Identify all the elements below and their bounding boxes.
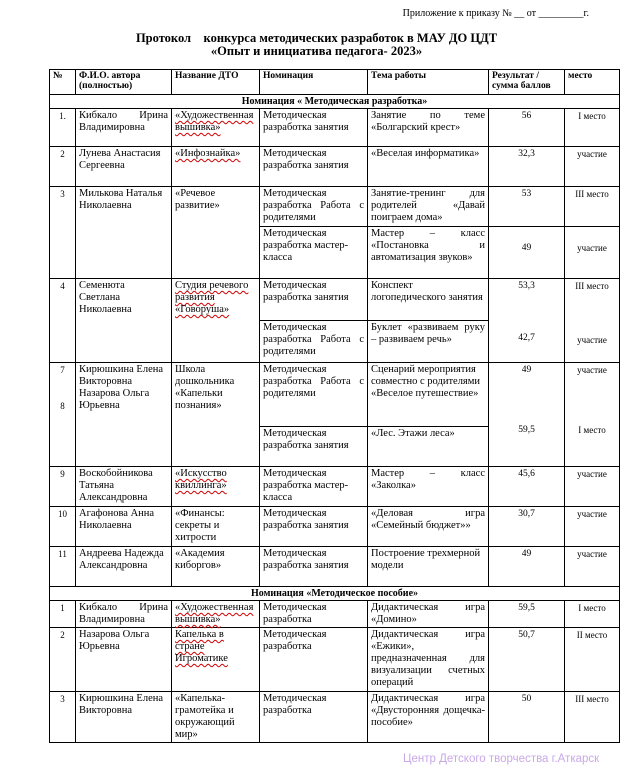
- row-score: [489, 363, 565, 467]
- row-score: 59,5: [489, 601, 565, 628]
- row-dto: «Академия киборгов»: [172, 547, 260, 587]
- row-dto-text: Студия речевого развития «Говоруша»: [175, 280, 249, 315]
- row-place-text: III место: [575, 281, 609, 291]
- row-score: 49: [489, 547, 565, 587]
- row-author: Андреева Надежда Александровна: [76, 547, 172, 587]
- row-dto: [172, 147, 260, 187]
- row-topic: «Лес. Этажи леса»: [368, 427, 489, 467]
- section-title: Номинация «Методическое пособие»: [50, 587, 620, 601]
- header-num: №: [50, 70, 76, 95]
- row-score-text: 42,7: [518, 333, 535, 343]
- protocol-table: [49, 69, 620, 743]
- row-author: Кибкало Ирина Владимировна: [76, 109, 172, 147]
- row-author: Агафонова Анна Николаевна: [76, 507, 172, 547]
- row-num: 11: [50, 547, 76, 587]
- row-nomination: Методическая разработка: [260, 692, 368, 743]
- row-author: Кирюшкина Елена Викторовна Назарова Ольга Юрьевна: [76, 363, 172, 467]
- row-dto: [172, 109, 260, 147]
- row-score: 45,6: [489, 467, 565, 507]
- row-author: Семенюта Светлана Николаевна: [76, 279, 172, 363]
- row-nomination: Методическая разработка занятия: [260, 147, 368, 187]
- row-dto: [172, 279, 260, 363]
- table-row: [50, 507, 620, 547]
- row-nomination: Методическая разработка: [260, 628, 368, 692]
- row-place: [565, 363, 620, 467]
- row-nomination: Методическая разработка мастер-класса: [260, 467, 368, 507]
- table-row: [50, 363, 620, 427]
- row-topic: Дидактическая игра «Двусторонняя дощечка-пособие»: [368, 692, 489, 743]
- section-row-methodical-development: [50, 95, 620, 109]
- row-dto-text: «Искусство квиллинга»: [175, 468, 227, 491]
- row-author: Милькова Наталья Николаевна: [76, 187, 172, 279]
- row-topic: Мастер – класс «Постановка и автоматизация звуков»: [368, 227, 489, 279]
- row-dto-text: «Художественная вышивка»: [175, 110, 254, 133]
- table-row: [50, 279, 620, 321]
- row-score: 53: [489, 187, 565, 227]
- row-dto: Школа дошкольника «Капельки познания»: [172, 363, 260, 467]
- header-author: Ф.И.О. автора (полностью): [76, 70, 172, 95]
- row-nomination: Методическая разработка занятия: [260, 507, 368, 547]
- row-score: [489, 227, 565, 279]
- row-num: 4: [50, 279, 76, 363]
- row-topic: Сценарий мероприятия совместно с родителями «Веселое путешествие»: [368, 363, 489, 427]
- row-author: Воскобойникова Татьяна Александровна: [76, 467, 172, 507]
- row-place: III место: [565, 692, 620, 743]
- table-row: [50, 147, 620, 187]
- row-dto: «Речевое развитие»: [172, 187, 260, 279]
- row-place: [565, 279, 620, 363]
- row-author: Кибкало Ирина Владимировна: [76, 601, 172, 628]
- row-topic: Занятие-тренинг для родителей «Давай поиграем дома»: [368, 187, 489, 227]
- row-score-text: 59,5: [518, 425, 535, 435]
- row-dto-text: «Инфознайка»: [175, 148, 241, 159]
- table-row: [50, 601, 620, 628]
- row-dto: [172, 601, 260, 628]
- header-place: место: [565, 70, 620, 95]
- row-place: участие: [565, 147, 620, 187]
- row-nomination: Методическая разработка занятия: [260, 547, 368, 587]
- table-row: [50, 628, 620, 692]
- watermark-text: Центр Детского творчества г.Аткарск: [403, 753, 600, 765]
- row-num-text: 7: [60, 365, 65, 375]
- row-topic: Дидактическая игра «Домино»: [368, 601, 489, 628]
- row-nomination: Методическая разработка Работа с родителями: [260, 187, 368, 227]
- row-dto: «Капелька-грамотейка и окружающий мир»: [172, 692, 260, 743]
- row-nomination: Методическая разработка Работа с родителями: [260, 321, 368, 363]
- row-score: 32,3: [489, 147, 565, 187]
- row-place-text: участие: [577, 335, 607, 345]
- table-row: [50, 467, 620, 507]
- row-nomination: Методическая разработка занятия: [260, 109, 368, 147]
- row-place: участие: [565, 507, 620, 547]
- row-nomination: Методическая разработка занятия: [260, 427, 368, 467]
- row-place: I место: [565, 109, 620, 147]
- row-score: 50,7: [489, 628, 565, 692]
- header-topic: Тема работы: [368, 70, 489, 95]
- title-line-2: «Опыт и инициатива педагога- 2023»: [210, 44, 423, 58]
- row-score-text: 53,3: [518, 281, 535, 291]
- row-place: II место: [565, 628, 620, 692]
- row-place: участие: [565, 547, 620, 587]
- row-num: 2: [50, 147, 76, 187]
- row-topic: Занятие по теме «Болгарский крест»: [368, 109, 489, 147]
- row-score-text: 49: [521, 243, 532, 253]
- row-dto: [172, 467, 260, 507]
- row-num: [50, 363, 76, 467]
- row-topic: Конспект логопедического занятия: [368, 279, 489, 321]
- header-dto: Название ДТО: [172, 70, 260, 95]
- row-nomination: Методическая разработка: [260, 601, 368, 628]
- row-nomination: Методическая разработка занятия: [260, 279, 368, 321]
- table-header-row: [50, 70, 620, 95]
- row-num-text: 8: [60, 401, 65, 411]
- section-row-methodical-manual: [50, 587, 620, 601]
- table-row: [50, 547, 620, 587]
- row-topic: Мастер – класс «Заколка»: [368, 467, 489, 507]
- section-title: Номинация « Методическая разработка»: [50, 95, 620, 109]
- row-score: [489, 279, 565, 363]
- row-place-text: участие: [577, 243, 607, 253]
- table-row: [50, 692, 620, 743]
- row-score: 56: [489, 109, 565, 147]
- row-dto: «Финансы: секреты и хитрости: [172, 507, 260, 547]
- row-place: [565, 227, 620, 279]
- document-title: [0, 32, 633, 58]
- title-line-1: Протокол конкурса методических разработок в МАУ ДО ЦДТ: [135, 31, 498, 45]
- row-place: I место: [565, 601, 620, 628]
- row-dto-text: Капелька в стране Игроматике: [175, 629, 228, 664]
- row-score: 30,7: [489, 507, 565, 547]
- table-row: [50, 187, 620, 227]
- row-score-text: 49: [521, 365, 532, 375]
- row-num: 2: [50, 628, 76, 692]
- appendix-note: Приложение к приказу № __ от _________г.: [402, 8, 589, 19]
- row-score: 50: [489, 692, 565, 743]
- row-num: 9: [50, 467, 76, 507]
- row-nomination: Методическая разработка Работа с родителями: [260, 363, 368, 427]
- header-nomination: Номинация: [260, 70, 368, 95]
- row-topic: «Веселая информатика»: [368, 147, 489, 187]
- row-num: 3: [50, 187, 76, 279]
- row-topic: «Деловая игра «Семейный бюджет»»: [368, 507, 489, 547]
- row-dto: [172, 628, 260, 692]
- row-place-text: участие: [577, 365, 607, 375]
- row-author: Назарова Ольга Юрьевна: [76, 628, 172, 692]
- row-num: 3: [50, 692, 76, 743]
- row-topic: Построение трехмерной модели: [368, 547, 489, 587]
- row-author: Лунева Анастасия Сергеевна: [76, 147, 172, 187]
- row-place: III место: [565, 187, 620, 227]
- row-num: 1.: [50, 109, 76, 147]
- row-place: участие: [565, 467, 620, 507]
- row-num: 1: [50, 601, 76, 628]
- header-result: Результат / сумма баллов: [489, 70, 565, 95]
- row-nomination: Методическая разработка мастер-класса: [260, 227, 368, 279]
- row-place-text: I место: [578, 425, 606, 435]
- row-author: Кирюшкина Елена Викторовна: [76, 692, 172, 743]
- table-row: [50, 109, 620, 147]
- row-topic: Буклет «развиваем руку – развиваем речь»: [368, 321, 489, 363]
- row-num: 10: [50, 507, 76, 547]
- row-topic: Дидактическая игра «Ежики», предназначенная для визуализации счетных операций: [368, 628, 489, 692]
- row-dto-text: «Художественная вышивка»: [175, 602, 254, 625]
